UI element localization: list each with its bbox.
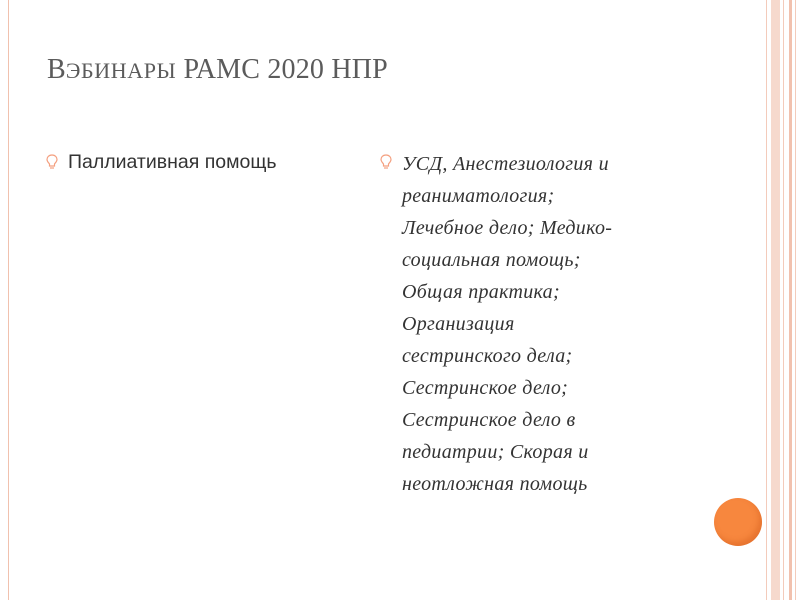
bullet-line: неотложная помощь: [402, 473, 588, 495]
bullet-item: [380, 148, 700, 500]
bullet-line: Общая практика;: [402, 281, 560, 303]
bullet-text: Паллиативная помощь: [68, 151, 277, 173]
bullet-line: Сестринское дело;: [402, 377, 569, 399]
bullet-line: Лечебное дело; Медико-: [402, 217, 613, 239]
bullet-icon: [380, 148, 402, 180]
bullet-line: Организация: [402, 313, 515, 335]
bullet-line: сестринского дела;: [402, 345, 573, 367]
right-border-stripe: [766, 0, 767, 600]
bullet-line: реаниматология;: [402, 185, 555, 207]
title-smallcaps: ЭБИНАРЫ: [65, 58, 177, 83]
title-rest: РАМС 2020 НПР: [176, 54, 388, 85]
bullet-line: педиатрии; Скорая и: [402, 441, 589, 463]
right-border-stripe: [789, 0, 792, 600]
bullet-text: [402, 148, 612, 500]
bullet-line: социальная помощь;: [402, 249, 581, 271]
right-border-stripe: [795, 0, 796, 600]
left-column: [46, 148, 356, 180]
bullet-line: Сестринское дело в: [402, 409, 576, 431]
decorative-circle: [714, 498, 762, 546]
right-border-stripe: [771, 0, 780, 600]
right-border-stripe: [783, 0, 784, 600]
title-first-letter: В: [47, 54, 66, 85]
bullet-item: [46, 148, 356, 180]
left-border-line: [8, 0, 9, 600]
right-column: [380, 148, 700, 500]
slide-title: [47, 54, 388, 86]
bullet-line: УСД, Анестезиология и: [402, 153, 609, 175]
bullet-icon: [46, 148, 68, 180]
